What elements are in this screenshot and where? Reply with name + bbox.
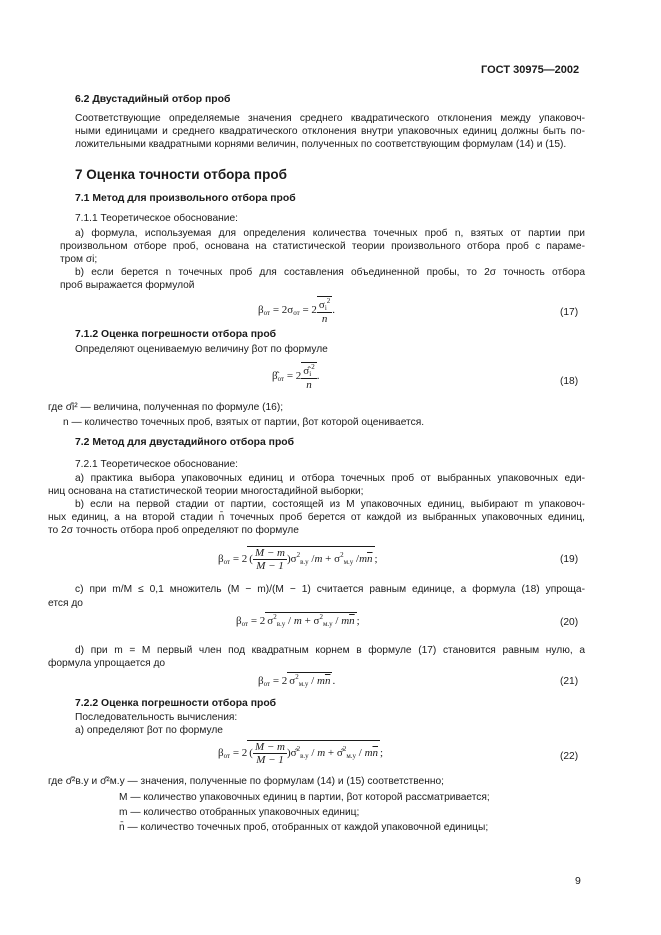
s722-where-3: m — количество отобранных упаковочных единиц;: [119, 807, 360, 818]
s62-line-2: ными единицами и среднего квадратического отклонения внутри упаковочных единиц должны быть по-: [75, 126, 585, 137]
s712-where-2: n — количество точечных проб, взятых от партии, βот которой оценивается.: [63, 417, 425, 428]
s711-heading: 7.1.1 Теоретическое обоснование:: [75, 213, 238, 224]
formula-18: $\betâ_{от} = 2$ $\frac{\sigmâ_i^2}{n}$ .: [272, 363, 320, 391]
formula-20: $\beta_{от} = 2$ $\sigma^2_{в.у} / m + \sigma^2_{м.у} / m\overline{n}$ ;: [236, 613, 360, 628]
section-7-2-title: 7.2 Метод для двустадийного отбора проб: [75, 437, 295, 448]
s721-b-line-1: b) если на первой стадии от партии, состоящей из M упаковочных единиц, выбирают m упаковоч-: [75, 499, 585, 510]
s722-where-2: M — количество упаковочных единиц в партии, βот которой рассматривается;: [119, 792, 490, 803]
s721-c-line-2: ется до: [48, 598, 83, 609]
s721-heading: 7.2.1 Теоретическое обоснование:: [75, 459, 238, 470]
s62-line-3: ложительными квадратными корнями величин, полученных по соответствующим формулам (14) и (15).: [75, 139, 567, 150]
page-number: 9: [575, 875, 581, 887]
s721-a-line-2: ниц основана на статистической теории многостадийной выборки;: [48, 486, 364, 497]
s711-b-line-2: проб выражается формулой: [60, 280, 195, 291]
section-6-2-title: 6.2 Двустадийный отбор проб: [75, 94, 231, 105]
section-7-title: 7 Оценка точности отбора проб: [75, 167, 287, 182]
standard-number: ГОСТ 30975—2002: [481, 64, 580, 76]
s721-b-line-2: ных единиц, а на второй стадии n̄ точечных проб берется от каждой из выбранных упаковочных единиц,: [48, 512, 585, 523]
s711-a-line-3: тром σi;: [60, 254, 98, 265]
formula-17: $\beta_{от} = 2\sigma_{от} = 2$ $\frac{\sigma_i^2}{n}$ .: [258, 297, 336, 325]
formula-21: $\beta_{от} = 2$ $\sigma^2_{м.у} / m\overline{n}$ .: [258, 673, 336, 688]
s722-line-2: а) определяют βот по формуле: [75, 725, 223, 736]
s711-a-line-1: а) формула, используемая для определения количества точечных проб n, взятых от партии при: [75, 228, 585, 239]
equation-number-18: (18): [560, 376, 579, 387]
s722-line-1: Последовательность вычисления:: [75, 712, 238, 723]
s711-a-line-2: произвольном отборе проб, основана на статистической теории произвольного отбора проб с параме-: [60, 241, 585, 252]
formula-19: $\beta_{от} = 2$ ( $\frac{M - m}{M - 1}$ )$\sigma^2_{в.у}$ $/m + \sigma^2_{м.у}$ $/m\overline{n}$ ;: [218, 547, 378, 572]
equation-number-17: (17): [560, 307, 579, 318]
s721-b-line-3: то 2σ точность отбора проб определяют по формуле: [48, 525, 299, 536]
formula-22: $\beta_{от} = 2$ ( $\frac{M - m}{M - 1}$ )σ̂$^2_{в.у}$ / m + σ̂$^2_{м.у}$ / $m\overline{n}$ ;: [218, 741, 384, 766]
s712-where-1: где σ̂i² — величина, полученная по формуле (16);: [48, 402, 284, 413]
s62-line-1: Соответствующие определяемые значения среднего квадратического отклонения между упаковоч-: [75, 113, 585, 124]
s722-where-1: где σ̂²в.у и σ̂²м.у — значения, полученные по формулам (14) и (15) соответственно;: [48, 776, 444, 787]
s721-d-line-1: d) при m = M первый член под квадратным корнем в формуле (17) становится равным нулю, а: [75, 645, 585, 656]
equation-number-22: (22): [560, 751, 579, 762]
s712-text: Определяют оцениваемую величину βот по формуле: [75, 344, 328, 355]
s721-c-line-1: с) при m/M ≤ 0,1 множитель (M − m)/(M − 1) считается равным единице, а формула (18) упроща-: [75, 584, 585, 595]
section-7-1-title: 7.1 Метод для произвольного отбора проб: [75, 193, 296, 204]
equation-number-19: (19): [560, 554, 579, 565]
s711-b-line-1: b) если берется n точечных проб для составления объединенной пробы, то 2σ точность отбора: [75, 267, 585, 278]
s722-where-4: n̄ — количество точечных проб, отобранных от каждой упаковочной единицы;: [119, 822, 489, 833]
section-7-1-2-title: 7.1.2 Оценка погрешности отбора проб: [75, 329, 277, 340]
s721-d-line-2: формула упрощается до: [48, 658, 166, 669]
equation-number-20: (20): [560, 617, 579, 628]
s721-a-line-1: а) практика выбора упаковочных единиц и отбора точечных проб от выбранных упаковочных еди-: [75, 473, 585, 484]
equation-number-21: (21): [560, 676, 579, 687]
section-7-2-2-title: 7.2.2 Оценка погрешности отбора проб: [75, 698, 277, 709]
